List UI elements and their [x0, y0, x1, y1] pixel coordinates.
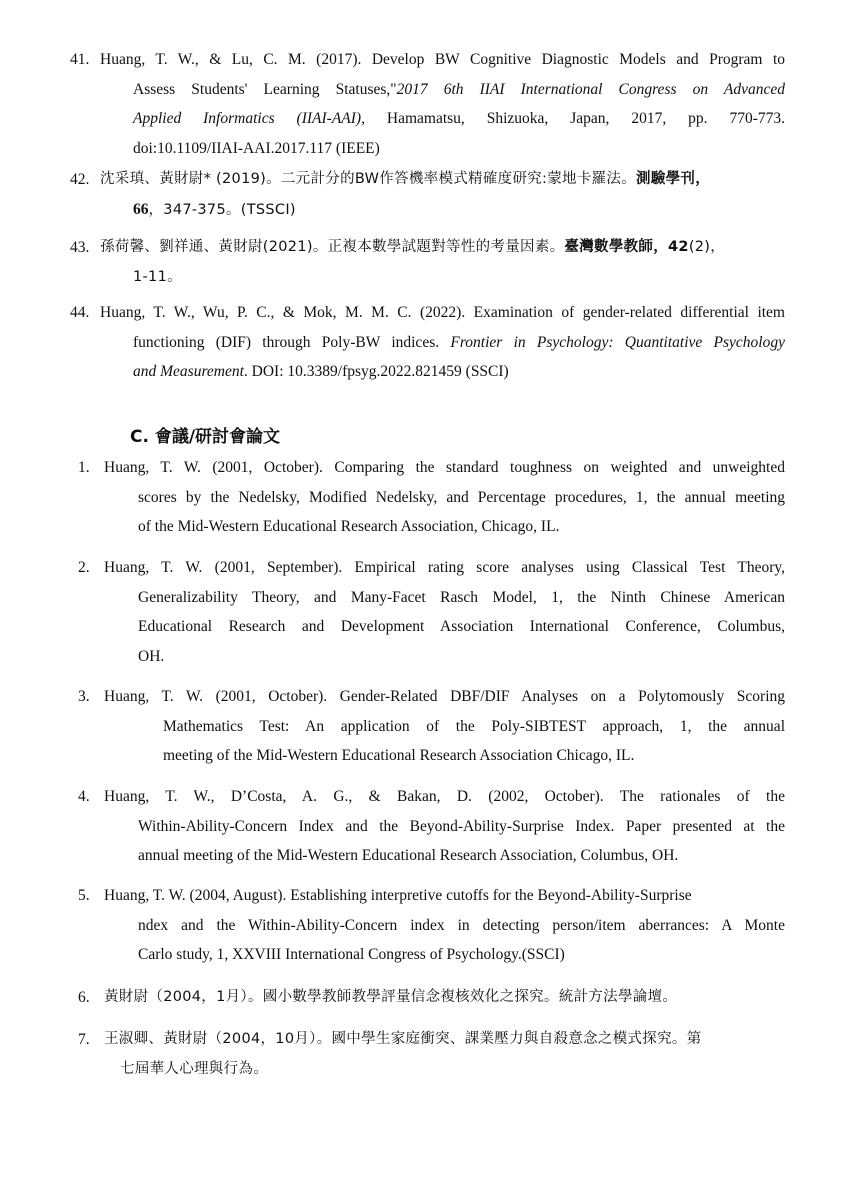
- reference-line: OH.: [138, 647, 165, 665]
- reference-number: 7.: [78, 1031, 90, 1048]
- section-heading: C. 會議/研討會論文: [130, 427, 281, 447]
- reference-line: ndex and the Within-Ability-Concern index in detecting person/item aberrances: A Monte: [138, 916, 785, 934]
- reference-line: and Measurement. DOI: 10.3389/fpsyg.2022.821459 (SSCI): [133, 363, 509, 380]
- reference-line: 1-11。: [133, 268, 182, 285]
- reference-line: scores by the Nedelsky, Modified Nedelsky, and Percentage procedures, 1, the annual meeting: [138, 488, 785, 506]
- reference-number: 43.: [70, 239, 90, 256]
- reference-line: Applied Informatics (IIAI-AAI), Hamamatsu, Shizuoka, Japan, 2017, pp. 770-773.: [133, 110, 785, 127]
- reference-number: 5.: [78, 887, 90, 904]
- reference-number: 2.: [78, 559, 90, 576]
- reference-line: Educational Research and Development Association International Conference, Columbus,: [138, 618, 785, 635]
- reference-number: 44.: [70, 304, 90, 321]
- reference-line: 沈采瑱、黃財尉* (2019)。二元計分的BW作答機率模式精確度研究:蒙地卡羅法。測驗學刊，: [100, 171, 711, 187]
- reference-line: Carlo study, 1, XXVIII International Congress of Psychology.(SSCI): [138, 946, 565, 963]
- reference-line: annual meeting of the Mid-Western Educational Research Association, Columbus, OH.: [138, 847, 679, 864]
- reference-line: Huang, T. W. (2001, October). Gender-Related DBF/DIF Analyses on a Polytomously Scoring: [104, 688, 785, 705]
- reference-number: 1.: [78, 459, 90, 476]
- reference-line: Huang, T. W. (2001, October). Comparing the standard toughness on weighted and unweighted: [104, 459, 785, 476]
- reference-number: 41.: [70, 51, 90, 68]
- reference-line: Huang, T. W., & Lu, C. M. (2017). Develop BW Cognitive Diagnostic Models and Program to: [100, 51, 785, 68]
- reference-number: 6.: [78, 989, 90, 1006]
- reference-line: of the Mid-Western Educational Research Association, Chicago, IL.: [138, 518, 560, 535]
- reference-line: functioning (DIF) through Poly-BW indices. Frontier in Psychology: Quantitative Psychology: [133, 333, 785, 351]
- reference-line: meeting of the Mid-Western Educational Research Association Chicago, IL.: [163, 747, 635, 764]
- reference-line: Generalizability Theory, and Many-Facet Rasch Model, 1, the Ninth Chinese American: [138, 588, 785, 606]
- reference-line: 孫荷馨、劉祥通、黃財尉(2021)。正複本數學試題對等性的考量因素。臺灣數學教師，42(2)，: [100, 239, 726, 255]
- reference-line: Within-Ability-Concern Index and the Beyond-Ability-Surprise Index. Paper presented at the: [138, 817, 785, 835]
- reference-line: 黃財尉（2004，1月）。國小數學教師教學評量信念複核效化之探究。統計方法學論壇。: [104, 989, 678, 1005]
- reference-line: 王淑卿、黃財尉（2004，10月）。國中學生家庭衝突、課業壓力與自殺意念之模式探究。第: [104, 1031, 702, 1047]
- reference-line: Huang, T. W. (2004, August). Establishing interpretive cutoffs for the Beyond-Ability-Surprise: [104, 887, 692, 904]
- reference-line: Mathematics Test: An application of the Poly-SIBTEST approach, 1, the annual: [163, 717, 785, 735]
- reference-line: 66，347-375。(TSSCI): [133, 200, 296, 218]
- reference-number: 4.: [78, 788, 90, 805]
- reference-line: Huang, T. W. (2001, September). Empirical rating score analyses using Classical Test Theory,: [104, 559, 785, 576]
- reference-number: 3.: [78, 688, 90, 705]
- reference-line: 七屆華人心理與行為。: [120, 1060, 268, 1077]
- reference-line: Huang, T. W., Wu, P. C., & Mok, M. M. C. (2022). Examination of gender-related differential item: [100, 304, 785, 321]
- reference-line: doi:10.1109/IIAI-AAI.2017.117 (IEEE): [133, 139, 380, 157]
- reference-line: Huang, T. W., D’Costa, A. G., & Bakan, D. (2002, October). The rationales of the: [104, 788, 785, 805]
- reference-line: Assess Students' Learning Statuses,"2017 6th IIAI International Congress on Advanced: [133, 80, 786, 98]
- reference-number: 42.: [70, 171, 90, 188]
